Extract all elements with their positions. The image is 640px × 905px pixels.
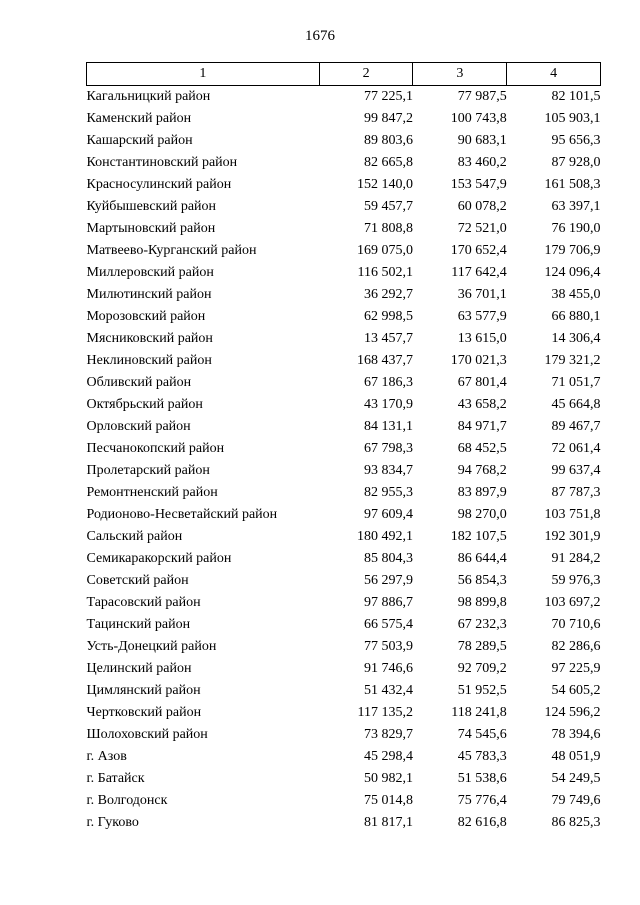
table-row: [87, 680, 601, 702]
value-col-3-cell: 84 971,7: [457, 419, 507, 434]
table-row: [87, 460, 601, 482]
value-col-2-cell: 117 135,2: [357, 705, 413, 720]
value-col-4-cell: 91 284,2: [551, 551, 601, 566]
value-col-2-cell: 97 609,4: [363, 507, 413, 522]
budget-table: [86, 62, 601, 834]
value-col-2-cell: 67 186,3: [363, 375, 413, 390]
value-col-3-cell: 90 683,1: [457, 133, 507, 148]
table-row: [87, 152, 601, 174]
value-col-3-cell: 153 547,9: [450, 177, 507, 192]
value-col-2-cell: 36 292,7: [363, 287, 413, 302]
district-name-cell: Миллеровский район: [86, 265, 214, 280]
table-row: [87, 768, 601, 790]
district-name-cell: Песчанокопский район: [86, 441, 225, 456]
district-name-cell: Родионово-Несветайский район: [86, 507, 278, 522]
value-col-2-cell: 82 955,3: [363, 485, 413, 500]
value-col-2-cell: 152 140,0: [356, 177, 413, 192]
value-col-4-cell: 95 656,3: [551, 133, 601, 148]
value-col-4-cell: 103 751,8: [544, 507, 601, 522]
value-col-4-cell: 124 096,4: [544, 265, 601, 280]
value-col-4-cell: 86 825,3: [551, 815, 601, 830]
value-col-4-cell: 87 787,3: [551, 485, 601, 500]
district-name-cell: Чертковский район: [86, 705, 202, 720]
table-row: [87, 240, 601, 262]
value-col-2-cell: 77 503,9: [363, 639, 413, 654]
table-row: [87, 702, 601, 724]
value-col-2-cell: 62 998,5: [363, 309, 413, 324]
value-col-4-cell: 72 061,4: [551, 441, 601, 456]
district-name-cell: Цимлянский район: [86, 683, 201, 698]
value-col-2-cell: 13 457,7: [363, 331, 413, 346]
value-col-4-cell: 71 051,7: [551, 375, 601, 390]
value-col-4-cell: 179 321,2: [544, 353, 601, 368]
value-col-4-cell: 192 301,9: [544, 529, 601, 544]
table-row: [87, 570, 601, 592]
value-col-2-cell: 180 492,1: [356, 529, 413, 544]
column-header-3: 3: [413, 63, 507, 86]
value-col-2-cell: 82 665,8: [363, 155, 413, 170]
table-row: [87, 196, 601, 218]
value-col-4-cell: 14 306,4: [551, 331, 601, 346]
value-col-2-cell: 91 746,6: [363, 661, 413, 676]
column-header-1: 1: [87, 63, 320, 86]
value-col-2-cell: 51 432,4: [363, 683, 413, 698]
district-name-cell: Обливский район: [86, 375, 192, 390]
table-row: [87, 504, 601, 526]
district-name-cell: Куйбышевский район: [86, 199, 217, 214]
value-col-2-cell: 59 457,7: [363, 199, 413, 214]
table-row: [87, 636, 601, 658]
table-row: [87, 658, 601, 680]
value-col-2-cell: 77 225,1: [363, 89, 413, 104]
value-col-4-cell: 97 225,9: [551, 661, 601, 676]
district-name-cell: Орловский район: [86, 419, 191, 434]
district-name-cell: Советский район: [86, 573, 189, 588]
value-col-2-cell: 97 886,7: [363, 595, 413, 610]
value-col-3-cell: 72 521,0: [457, 221, 507, 236]
value-col-2-cell: 168 437,7: [356, 353, 413, 368]
district-name-cell: Милютинский район: [86, 287, 212, 302]
value-col-3-cell: 74 545,6: [457, 727, 507, 742]
table-row: [87, 592, 601, 614]
value-col-4-cell: 48 051,9: [551, 749, 601, 764]
table-body: [87, 86, 601, 835]
value-col-2-cell: 45 298,4: [363, 749, 413, 764]
table-row: [87, 394, 601, 416]
value-col-2-cell: 99 847,2: [363, 111, 413, 126]
table-row: [87, 284, 601, 306]
value-col-3-cell: 117 642,4: [451, 265, 507, 280]
value-col-3-cell: 98 899,8: [457, 595, 507, 610]
value-col-4-cell: 82 101,5: [551, 89, 601, 104]
value-col-4-cell: 38 455,0: [551, 287, 601, 302]
value-col-3-cell: 56 854,3: [457, 573, 507, 588]
value-col-2-cell: 116 502,1: [357, 265, 413, 280]
page-number: 1676: [305, 28, 335, 44]
value-col-2-cell: 67 798,3: [363, 441, 413, 456]
value-col-3-cell: 98 270,0: [457, 507, 507, 522]
district-name-cell: г. Гуково: [86, 815, 139, 830]
district-name-cell: Пролетарский район: [86, 463, 210, 478]
table-row: [87, 614, 601, 636]
value-col-4-cell: 124 596,2: [544, 705, 601, 720]
value-col-3-cell: 94 768,2: [457, 463, 507, 478]
district-name-cell: Кагальницкий район: [86, 89, 211, 104]
table-row: [87, 482, 601, 504]
table-row: [87, 372, 601, 394]
value-col-2-cell: 81 817,1: [363, 815, 413, 830]
table-row: [87, 130, 601, 152]
district-name-cell: Мартыновский район: [86, 221, 216, 236]
table-row: [87, 174, 601, 196]
district-name-cell: Матвеево-Курганский район: [86, 243, 257, 258]
value-col-3-cell: 78 289,5: [457, 639, 507, 654]
value-col-2-cell: 84 131,1: [363, 419, 413, 434]
value-col-3-cell: 13 615,0: [457, 331, 507, 346]
value-col-2-cell: 71 808,8: [363, 221, 413, 236]
value-col-3-cell: 118 241,8: [451, 705, 507, 720]
value-col-4-cell: 103 697,2: [544, 595, 601, 610]
value-col-3-cell: 36 701,1: [457, 287, 507, 302]
value-col-4-cell: 76 190,0: [551, 221, 601, 236]
table-row: [87, 746, 601, 768]
district-name-cell: Красносулинский район: [86, 177, 232, 192]
value-col-3-cell: 43 658,2: [457, 397, 507, 412]
value-col-4-cell: 63 397,1: [551, 199, 601, 214]
district-name-cell: Усть-Донецкий район: [86, 639, 217, 654]
value-col-4-cell: 78 394,6: [551, 727, 601, 742]
value-col-3-cell: 77 987,5: [457, 89, 507, 104]
value-col-3-cell: 82 616,8: [457, 815, 507, 830]
district-name-cell: Тацинский район: [86, 617, 191, 632]
district-name-cell: Целинский район: [86, 661, 192, 676]
value-col-2-cell: 66 575,4: [363, 617, 413, 632]
value-col-2-cell: 89 803,6: [363, 133, 413, 148]
value-col-3-cell: 170 652,4: [450, 243, 507, 258]
value-col-2-cell: 93 834,7: [363, 463, 413, 478]
value-col-3-cell: 83 897,9: [457, 485, 507, 500]
district-name-cell: Мясниковский район: [86, 331, 213, 346]
column-header-4: 4: [507, 63, 601, 86]
value-col-3-cell: 51 952,5: [457, 683, 507, 698]
value-col-4-cell: 54 249,5: [551, 771, 601, 786]
value-col-3-cell: 67 232,3: [457, 617, 507, 632]
value-col-3-cell: 68 452,5: [457, 441, 507, 456]
value-col-2-cell: 43 170,9: [363, 397, 413, 412]
district-name-cell: Неклиновский район: [86, 353, 212, 368]
table-row: [87, 262, 601, 284]
column-header-2: 2: [319, 63, 413, 86]
value-col-3-cell: 51 538,6: [457, 771, 507, 786]
value-col-2-cell: 56 297,9: [363, 573, 413, 588]
value-col-2-cell: 85 804,3: [363, 551, 413, 566]
value-col-4-cell: 105 903,1: [544, 111, 601, 126]
table-row: [87, 724, 601, 746]
value-col-2-cell: 73 829,7: [363, 727, 413, 742]
value-col-3-cell: 83 460,2: [457, 155, 507, 170]
table-row: [87, 218, 601, 240]
value-col-3-cell: 92 709,2: [457, 661, 507, 676]
district-name-cell: Кашарский район: [86, 133, 193, 148]
value-col-3-cell: 63 577,9: [457, 309, 507, 324]
district-name-cell: г. Батайск: [86, 771, 145, 786]
value-col-4-cell: 82 286,6: [551, 639, 601, 654]
table-row: [87, 86, 601, 109]
value-col-4-cell: 161 508,3: [544, 177, 601, 192]
value-col-3-cell: 75 776,4: [457, 793, 507, 808]
district-name-cell: Константиновский район: [86, 155, 238, 170]
value-col-4-cell: 179 706,9: [544, 243, 601, 258]
value-col-2-cell: 50 982,1: [363, 771, 413, 786]
table-row: [87, 812, 601, 834]
value-col-2-cell: 75 014,8: [363, 793, 413, 808]
table-row: [87, 526, 601, 548]
table-row: [87, 416, 601, 438]
district-name-cell: Октябрьский район: [86, 397, 203, 412]
value-col-4-cell: 54 605,2: [551, 683, 601, 698]
district-name-cell: г. Азов: [86, 749, 127, 764]
value-col-3-cell: 67 801,4: [457, 375, 507, 390]
value-col-4-cell: 87 928,0: [551, 155, 601, 170]
value-col-4-cell: 89 467,7: [551, 419, 601, 434]
value-col-4-cell: 79 749,6: [551, 793, 601, 808]
value-col-3-cell: 86 644,4: [457, 551, 507, 566]
value-col-3-cell: 60 078,2: [457, 199, 507, 214]
value-col-3-cell: 45 783,3: [457, 749, 507, 764]
value-col-4-cell: 66 880,1: [551, 309, 601, 324]
table-row: [87, 790, 601, 812]
table-row: [87, 438, 601, 460]
table-row: [87, 350, 601, 372]
value-col-4-cell: 70 710,6: [551, 617, 601, 632]
table-row: [87, 108, 601, 130]
value-col-3-cell: 170 021,3: [450, 353, 507, 368]
value-col-2-cell: 169 075,0: [356, 243, 413, 258]
district-name-cell: Каменский район: [86, 111, 192, 126]
value-col-4-cell: 45 664,8: [551, 397, 601, 412]
district-name-cell: Семикаракорский район: [86, 551, 232, 566]
district-name-cell: Тарасовский район: [86, 595, 201, 610]
table-row: [87, 306, 601, 328]
district-name-cell: г. Волгодонск: [86, 793, 168, 808]
value-col-4-cell: 99 637,4: [551, 463, 601, 478]
table-row: [87, 548, 601, 570]
table-header-row: [87, 63, 601, 86]
table-row: [87, 328, 601, 350]
value-col-4-cell: 59 976,3: [551, 573, 601, 588]
district-name-cell: Шолоховский район: [86, 727, 208, 742]
value-col-3-cell: 182 107,5: [450, 529, 507, 544]
district-name-cell: Ремонтненский район: [86, 485, 218, 500]
district-name-cell: Сальский район: [86, 529, 183, 544]
district-name-cell: Морозовский район: [86, 309, 206, 324]
value-col-3-cell: 100 743,8: [450, 111, 507, 126]
